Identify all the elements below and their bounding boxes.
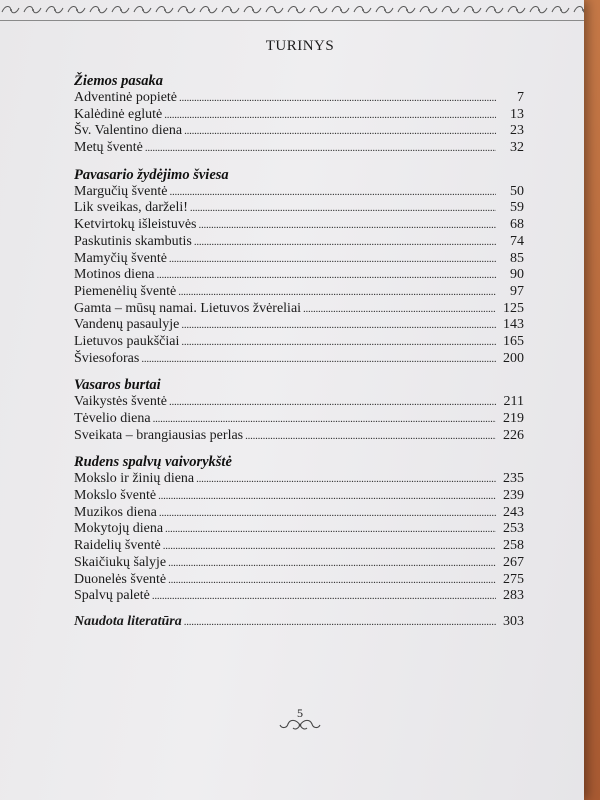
- dot-leader: [163, 538, 496, 555]
- entry-label: Naudota literatūra: [74, 613, 182, 629]
- toc-entry: [74, 107, 524, 124]
- entry-page-number: 243: [503, 504, 524, 520]
- dot-leader: [199, 217, 497, 234]
- toc-section: [74, 72, 524, 157]
- entry-page-number: 235: [503, 471, 524, 487]
- dot-leader: [168, 555, 496, 572]
- toc-entry: [74, 428, 524, 445]
- entry-label: Skaičiukų šalyje: [74, 554, 167, 570]
- toc-entry: [74, 234, 524, 251]
- entry-label: Mamyčių šventė: [74, 250, 167, 266]
- entry-page-number: 32: [510, 140, 524, 156]
- toc-entry: [74, 394, 524, 411]
- dot-leader: [141, 351, 496, 368]
- dot-leader: [190, 200, 496, 217]
- entry-label: Muzikos diena: [74, 504, 157, 520]
- entry-label: Gamta – mūsų namai. Lietuvos žvėreliai: [74, 300, 302, 316]
- dot-leader: [178, 284, 496, 301]
- entry-label: Mokslo ir žinių diena: [74, 471, 195, 487]
- toc-entry: [74, 572, 524, 589]
- page-title: TURINYS: [265, 38, 335, 54]
- entry-label: Mokslo šventė: [74, 488, 157, 504]
- entry-label: Mokytojų diena: [74, 521, 164, 537]
- entry-label: Kalėdinė eglutė: [74, 106, 163, 122]
- entry-label: Metų šventė: [74, 140, 143, 156]
- entry-page-number: 97: [510, 283, 524, 299]
- dot-leader: [164, 107, 496, 124]
- dot-leader: [152, 588, 496, 605]
- entry-label: Šv. Valentino diena: [74, 123, 183, 139]
- dot-leader: [169, 184, 496, 201]
- top-ornament-border: [0, 0, 584, 21]
- dot-leader: [157, 267, 497, 284]
- entry-page-number: 283: [503, 588, 524, 604]
- toc-entry: [74, 251, 524, 268]
- dot-leader: [194, 234, 496, 251]
- bottom-ornament-icon: [278, 718, 322, 732]
- entry-page-number: 68: [510, 217, 524, 233]
- entry-label: Duonelės šventė: [74, 571, 167, 587]
- entry-page-number: 200: [503, 350, 524, 366]
- entry-page-number: 50: [510, 183, 524, 199]
- toc-entry: [74, 555, 524, 572]
- toc-entry: [74, 538, 524, 555]
- entry-page-number: 267: [503, 554, 524, 570]
- entry-label: Tėvelio diena: [74, 411, 151, 426]
- dot-leader: [145, 140, 496, 157]
- entry-page-number: 85: [510, 250, 524, 266]
- swirl-ornament-icon: [0, 2, 584, 18]
- entry-page-number: 165: [503, 333, 524, 349]
- entry-page-number: 211: [503, 394, 524, 410]
- toc-entry: [74, 471, 524, 488]
- section-title: Pavasario žydėjimo šviesa: [74, 166, 229, 183]
- toc-entry: [74, 90, 524, 107]
- entry-label: Paskutinis skambutis: [74, 233, 192, 249]
- dot-leader: [245, 428, 496, 445]
- entry-page-number: 59: [510, 200, 524, 216]
- entry-label: Piemenėlių šventė: [74, 283, 177, 299]
- toc-entry: [74, 505, 524, 522]
- toc-section: [74, 166, 524, 368]
- dot-leader: [196, 471, 496, 488]
- entry-label: Raidelių šventė: [74, 538, 161, 554]
- section-title: Vasaros burtai: [74, 377, 161, 394]
- entry-label: Motinos diena: [74, 267, 155, 283]
- entry-page-number: 74: [510, 233, 524, 249]
- toc-entry: [74, 184, 524, 201]
- dot-leader: [153, 411, 496, 428]
- entry-page-number: 13: [510, 106, 524, 122]
- dot-leader: [168, 572, 496, 589]
- entry-label: Vaikystės šventė: [74, 394, 167, 410]
- entry-page-number: 23: [510, 123, 524, 139]
- entry-label: Lietuvos paukščiai: [74, 333, 180, 349]
- toc-entry: [74, 267, 524, 284]
- entry-label: Vandenų pasaulyje: [74, 317, 180, 333]
- toc-entry: [74, 200, 524, 217]
- toc-section: [74, 376, 524, 444]
- entry-label: Margučių šventė: [74, 183, 168, 199]
- dot-leader: [184, 123, 496, 140]
- entry-page-number: 253: [503, 521, 524, 537]
- toc-entry: [74, 217, 524, 234]
- toc-entry: [74, 411, 524, 428]
- entry-page-number: 143: [503, 317, 524, 333]
- dot-leader: [158, 488, 496, 505]
- section-title: Rudens spalvų vaivorykštė: [74, 454, 232, 471]
- dot-leader: [181, 334, 496, 351]
- entry-label: Sveikata – brangiausias perlas: [74, 427, 244, 443]
- entry-page-number: 219: [503, 411, 524, 426]
- entry-page-number: 125: [503, 300, 524, 316]
- entry-label: Šviesoforas: [74, 350, 140, 366]
- entry-page-number: 275: [503, 571, 524, 587]
- toc-entry: [74, 334, 524, 351]
- entry-label: Adventinė popietė: [74, 90, 178, 105]
- toc-entry: [74, 123, 524, 140]
- entry-page-number: 90: [510, 267, 524, 283]
- toc-entry: [74, 588, 524, 605]
- dot-leader: [169, 394, 496, 411]
- entry-label: Spalvų paletė: [74, 588, 150, 604]
- dot-leader: [184, 614, 496, 631]
- dot-leader: [179, 90, 496, 107]
- toc-entry-references: [74, 614, 524, 631]
- toc-entry: [74, 351, 524, 368]
- toc-entry: [74, 488, 524, 505]
- table-of-contents: [74, 72, 524, 631]
- entry-page-number: 7: [517, 90, 524, 105]
- entry-page-number: 303: [503, 613, 524, 629]
- dot-leader: [303, 301, 496, 318]
- entry-label: Ketvirtokų išleistuvės: [74, 217, 197, 233]
- toc-entry: [74, 140, 524, 157]
- toc-entry: [74, 301, 524, 318]
- entry-page-number: 226: [503, 427, 524, 443]
- dot-leader: [169, 251, 496, 268]
- dot-leader: [181, 317, 496, 334]
- page-number: 5: [297, 706, 303, 720]
- section-title: Žiemos pasaka: [74, 73, 164, 89]
- toc-section: [74, 453, 524, 605]
- toc-entry: [74, 284, 524, 301]
- toc-entry: [74, 521, 524, 538]
- entry-page-number: 258: [503, 538, 524, 554]
- dot-leader: [165, 521, 496, 538]
- dot-leader: [159, 505, 496, 522]
- toc-entry: [74, 317, 524, 334]
- entry-page-number: 239: [503, 488, 524, 504]
- entry-label: Lik sveikas, darželi!: [74, 200, 188, 216]
